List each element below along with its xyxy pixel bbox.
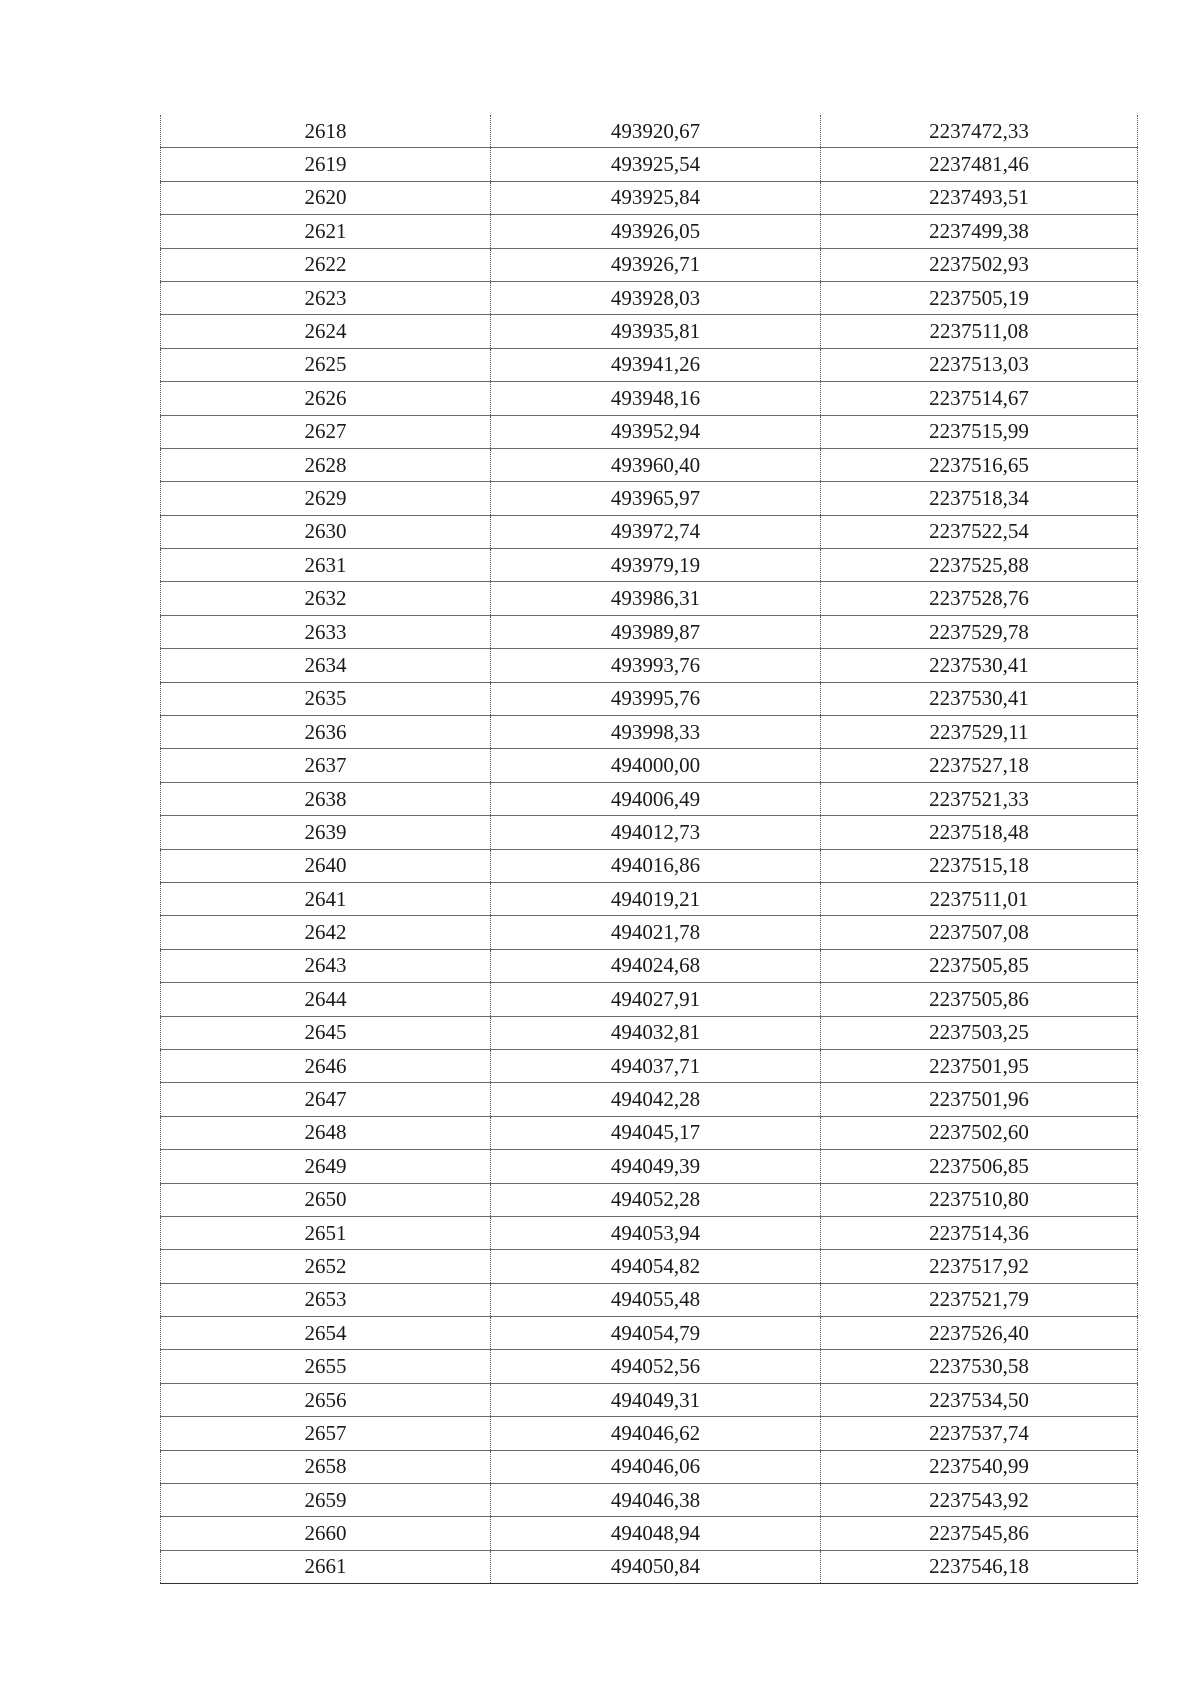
x-coordinate-cell: 493972,74 (491, 515, 821, 548)
x-coordinate-cell: 493941,26 (491, 348, 821, 381)
point-number-cell: 2627 (161, 415, 491, 448)
point-number-cell: 2639 (161, 816, 491, 849)
table-row (161, 1250, 1138, 1283)
table-row (161, 515, 1138, 548)
y-coordinate-cell: 2237514,36 (821, 1216, 1138, 1249)
point-number-cell: 2660 (161, 1517, 491, 1550)
point-number-cell: 2620 (161, 181, 491, 214)
point-number-cell: 2629 (161, 482, 491, 515)
table-row (161, 582, 1138, 615)
y-coordinate-cell: 2237527,18 (821, 749, 1138, 782)
y-coordinate-cell: 2237493,51 (821, 181, 1138, 214)
x-coordinate-cell: 493998,33 (491, 716, 821, 749)
table-row (161, 1049, 1138, 1082)
x-coordinate-cell: 494037,71 (491, 1049, 821, 1082)
table-row (161, 615, 1138, 648)
table-row (161, 882, 1138, 915)
table-row (161, 1016, 1138, 1049)
table-row (161, 1283, 1138, 1316)
table-row (161, 482, 1138, 515)
table-row (161, 1383, 1138, 1416)
x-coordinate-cell: 494049,31 (491, 1383, 821, 1416)
table-row (161, 649, 1138, 682)
y-coordinate-cell: 2237503,25 (821, 1016, 1138, 1049)
table-row (161, 1350, 1138, 1383)
y-coordinate-cell: 2237517,92 (821, 1250, 1138, 1283)
y-coordinate-cell: 2237521,33 (821, 782, 1138, 815)
table-row (161, 1150, 1138, 1183)
y-coordinate-cell: 2237518,48 (821, 816, 1138, 849)
y-coordinate-cell: 2237511,08 (821, 315, 1138, 348)
point-number-cell: 2647 (161, 1083, 491, 1116)
x-coordinate-cell: 493928,03 (491, 281, 821, 314)
table-row (161, 315, 1138, 348)
y-coordinate-cell: 2237529,78 (821, 615, 1138, 648)
x-coordinate-cell: 494052,56 (491, 1350, 821, 1383)
table-row (161, 916, 1138, 949)
x-coordinate-cell: 493926,05 (491, 215, 821, 248)
point-number-cell: 2622 (161, 248, 491, 281)
table-row (161, 749, 1138, 782)
point-number-cell: 2653 (161, 1283, 491, 1316)
table-row (161, 549, 1138, 582)
point-number-cell: 2636 (161, 716, 491, 749)
table-row (161, 816, 1138, 849)
point-number-cell: 2645 (161, 1016, 491, 1049)
table-row (161, 949, 1138, 982)
y-coordinate-cell: 2237505,19 (821, 281, 1138, 314)
point-number-cell: 2661 (161, 1550, 491, 1583)
x-coordinate-cell: 494050,84 (491, 1550, 821, 1583)
table-row (161, 248, 1138, 281)
y-coordinate-cell: 2237505,86 (821, 983, 1138, 1016)
coordinates-table-body (161, 115, 1138, 1584)
table-row (161, 1083, 1138, 1116)
table-row (161, 1517, 1138, 1550)
x-coordinate-cell: 493925,84 (491, 181, 821, 214)
table-row (161, 115, 1138, 148)
y-coordinate-cell: 2237514,67 (821, 382, 1138, 415)
x-coordinate-cell: 493952,94 (491, 415, 821, 448)
x-coordinate-cell: 494046,62 (491, 1417, 821, 1450)
point-number-cell: 2646 (161, 1049, 491, 1082)
x-coordinate-cell: 494046,06 (491, 1450, 821, 1483)
point-number-cell: 2624 (161, 315, 491, 348)
point-number-cell: 2638 (161, 782, 491, 815)
point-number-cell: 2649 (161, 1150, 491, 1183)
x-coordinate-cell: 493935,81 (491, 315, 821, 348)
y-coordinate-cell: 2237501,95 (821, 1049, 1138, 1082)
point-number-cell: 2652 (161, 1250, 491, 1283)
x-coordinate-cell: 494042,28 (491, 1083, 821, 1116)
y-coordinate-cell: 2237515,99 (821, 415, 1138, 448)
y-coordinate-cell: 2237529,11 (821, 716, 1138, 749)
y-coordinate-cell: 2237530,58 (821, 1350, 1138, 1383)
point-number-cell: 2634 (161, 649, 491, 682)
point-number-cell: 2648 (161, 1116, 491, 1149)
y-coordinate-cell: 2237507,08 (821, 916, 1138, 949)
y-coordinate-cell: 2237501,96 (821, 1083, 1138, 1116)
table-row (161, 1484, 1138, 1517)
y-coordinate-cell: 2237534,50 (821, 1383, 1138, 1416)
coordinates-table (160, 115, 1138, 1584)
x-coordinate-cell: 493948,16 (491, 382, 821, 415)
table-row (161, 1450, 1138, 1483)
point-number-cell: 2637 (161, 749, 491, 782)
table-row (161, 348, 1138, 381)
x-coordinate-cell: 494054,79 (491, 1317, 821, 1350)
point-number-cell: 2658 (161, 1450, 491, 1483)
y-coordinate-cell: 2237502,93 (821, 248, 1138, 281)
table-row (161, 448, 1138, 481)
table-row (161, 281, 1138, 314)
point-number-cell: 2621 (161, 215, 491, 248)
table-row (161, 415, 1138, 448)
y-coordinate-cell: 2237499,38 (821, 215, 1138, 248)
point-number-cell: 2635 (161, 682, 491, 715)
y-coordinate-cell: 2237530,41 (821, 649, 1138, 682)
point-number-cell: 2641 (161, 882, 491, 915)
table-row (161, 716, 1138, 749)
x-coordinate-cell: 494055,48 (491, 1283, 821, 1316)
point-number-cell: 2642 (161, 916, 491, 949)
table-row (161, 382, 1138, 415)
table-row (161, 682, 1138, 715)
table-row (161, 1417, 1138, 1450)
table-row (161, 782, 1138, 815)
x-coordinate-cell: 494024,68 (491, 949, 821, 982)
x-coordinate-cell: 494000,00 (491, 749, 821, 782)
table-row (161, 181, 1138, 214)
point-number-cell: 2619 (161, 148, 491, 181)
x-coordinate-cell: 494019,21 (491, 882, 821, 915)
y-coordinate-cell: 2237537,74 (821, 1417, 1138, 1450)
table-row (161, 1550, 1138, 1583)
y-coordinate-cell: 2237510,80 (821, 1183, 1138, 1216)
table-row (161, 148, 1138, 181)
y-coordinate-cell: 2237545,86 (821, 1517, 1138, 1550)
point-number-cell: 2628 (161, 448, 491, 481)
y-coordinate-cell: 2237511,01 (821, 882, 1138, 915)
point-number-cell: 2640 (161, 849, 491, 882)
y-coordinate-cell: 2237546,18 (821, 1550, 1138, 1583)
x-coordinate-cell: 494006,49 (491, 782, 821, 815)
point-number-cell: 2650 (161, 1183, 491, 1216)
x-coordinate-cell: 494032,81 (491, 1016, 821, 1049)
point-number-cell: 2643 (161, 949, 491, 982)
x-coordinate-cell: 494049,39 (491, 1150, 821, 1183)
x-coordinate-cell: 493986,31 (491, 582, 821, 615)
y-coordinate-cell: 2237513,03 (821, 348, 1138, 381)
point-number-cell: 2644 (161, 983, 491, 1016)
table-row (161, 1116, 1138, 1149)
x-coordinate-cell: 493960,40 (491, 448, 821, 481)
x-coordinate-cell: 493965,97 (491, 482, 821, 515)
point-number-cell: 2657 (161, 1417, 491, 1450)
x-coordinate-cell: 494021,78 (491, 916, 821, 949)
point-number-cell: 2618 (161, 115, 491, 148)
y-coordinate-cell: 2237521,79 (821, 1283, 1138, 1316)
x-coordinate-cell: 493993,76 (491, 649, 821, 682)
table-row (161, 1317, 1138, 1350)
y-coordinate-cell: 2237543,92 (821, 1484, 1138, 1517)
y-coordinate-cell: 2237530,41 (821, 682, 1138, 715)
y-coordinate-cell: 2237481,46 (821, 148, 1138, 181)
point-number-cell: 2623 (161, 281, 491, 314)
y-coordinate-cell: 2237526,40 (821, 1317, 1138, 1350)
x-coordinate-cell: 494052,28 (491, 1183, 821, 1216)
x-coordinate-cell: 493979,19 (491, 549, 821, 582)
point-number-cell: 2656 (161, 1383, 491, 1416)
x-coordinate-cell: 494046,38 (491, 1484, 821, 1517)
table-row (161, 215, 1138, 248)
table-row (161, 983, 1138, 1016)
x-coordinate-cell: 494016,86 (491, 849, 821, 882)
point-number-cell: 2655 (161, 1350, 491, 1383)
x-coordinate-cell: 494012,73 (491, 816, 821, 849)
x-coordinate-cell: 493989,87 (491, 615, 821, 648)
point-number-cell: 2633 (161, 615, 491, 648)
table-row (161, 849, 1138, 882)
point-number-cell: 2654 (161, 1317, 491, 1350)
point-number-cell: 2659 (161, 1484, 491, 1517)
x-coordinate-cell: 494048,94 (491, 1517, 821, 1550)
y-coordinate-cell: 2237522,54 (821, 515, 1138, 548)
point-number-cell: 2651 (161, 1216, 491, 1249)
point-number-cell: 2632 (161, 582, 491, 615)
x-coordinate-cell: 494053,94 (491, 1216, 821, 1249)
x-coordinate-cell: 494045,17 (491, 1116, 821, 1149)
x-coordinate-cell: 493925,54 (491, 148, 821, 181)
point-number-cell: 2625 (161, 348, 491, 381)
y-coordinate-cell: 2237518,34 (821, 482, 1138, 515)
point-number-cell: 2626 (161, 382, 491, 415)
x-coordinate-cell: 493920,67 (491, 115, 821, 148)
y-coordinate-cell: 2237505,85 (821, 949, 1138, 982)
y-coordinate-cell: 2237472,33 (821, 115, 1138, 148)
x-coordinate-cell: 494054,82 (491, 1250, 821, 1283)
y-coordinate-cell: 2237516,65 (821, 448, 1138, 481)
x-coordinate-cell: 493926,71 (491, 248, 821, 281)
table-row (161, 1216, 1138, 1249)
y-coordinate-cell: 2237525,88 (821, 549, 1138, 582)
y-coordinate-cell: 2237515,18 (821, 849, 1138, 882)
x-coordinate-cell: 493995,76 (491, 682, 821, 715)
y-coordinate-cell: 2237528,76 (821, 582, 1138, 615)
point-number-cell: 2630 (161, 515, 491, 548)
x-coordinate-cell: 494027,91 (491, 983, 821, 1016)
y-coordinate-cell: 2237502,60 (821, 1116, 1138, 1149)
y-coordinate-cell: 2237506,85 (821, 1150, 1138, 1183)
table-row (161, 1183, 1138, 1216)
point-number-cell: 2631 (161, 549, 491, 582)
y-coordinate-cell: 2237540,99 (821, 1450, 1138, 1483)
